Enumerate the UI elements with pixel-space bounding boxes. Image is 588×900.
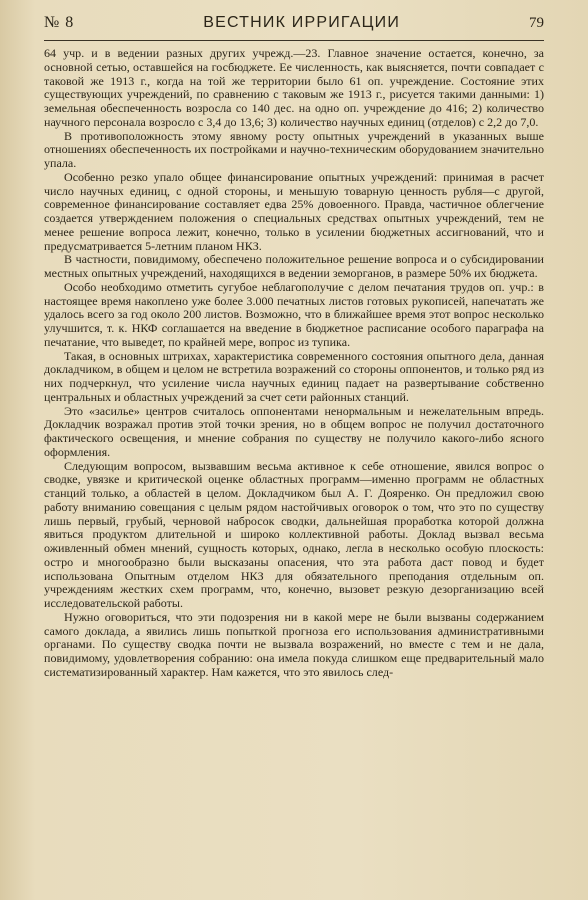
page-number: 79 bbox=[528, 15, 544, 31]
paragraph-5: Особо необходимо отметить сугубое неблагополучие с делом печатания трудов оп. учр.: в настоящее время накоплено уже более 3.000 печатных листов готовых рукописей, напечатать же удалось всего за год около 200 листов. Возможно, что в ближайшее время этот вопрос несколько улучшится, т. к. НКФ соглашается на введение в бюджетное расписание особого параграфа на печатание, что выведет, по крайней мере, вопрос из тупика. bbox=[44, 279, 544, 349]
article-body bbox=[44, 47, 544, 680]
paragraph-2: В противоположность этому явному росту опытных учреждений в указанных выше отношениях обеспеченность их постройками и научно-техническим оборудованием значительно упала. bbox=[44, 128, 544, 170]
paragraph-3: Особенно резко упало общее финансирование опытных учреждений: принимая в расчет число научных единиц, с одной стороны, и меньшую товарную ценность рубля—с другой, современное финансирование составляет едва 25% довоенного. Правда, частичное облегчение создается утверждением положения о специальных средствах опытных учреждений, тем не менее решение вопроса лежит, конечно, только в усилении бюджетных ассигнований, что и предусматривается 5-летним планом НКЗ. bbox=[44, 169, 544, 253]
paragraph-1: 64 учр. и в ведении разных других учрежд.—23. Главное значение остается, конечно, за основной сетью, оставшейся на госбюджете. Ее численность, как выясняется, почти совпадает с таковой же 1913 г., когда на той же территории было 61 оп. учреждение. Состояние этих существующих учреждений, по сравнению с таковым же 1913 г., рисуется такими данными: 1) земельная обеспеченность возросла со 140 дес. на одно оп. учреждение до 416; 2) количество научного персонала возросло с 3,4 до 13,6; 3) количество научных единиц (отделов) с 2,2 до 7,0. bbox=[44, 46, 544, 129]
paragraph-4: В частности, повидимому, обеспечено положительное решение вопроса и о субсидировании местных опытных учреждений, находящихся в ведении земорганов, в размере 50% их бюджета. bbox=[44, 252, 544, 280]
journal-title: ВЕСТНИК ИРРИГАЦИИ bbox=[203, 14, 401, 31]
issue-number: № 8 bbox=[44, 14, 75, 31]
paragraph-9: Нужно оговориться, что эти подозрения ни в какой мере не были вызваны содержанием самого доклада, а явились лишь попыткой прогноза его использования административными органами. По существу сводка почти не вызвала возражений, но вместе с тем и не дала, повидимому, удовлетворения собранию: она имела покуда слишком еще предварительный мало систематизированный характер. Нам кажется, что это явилось след- bbox=[44, 609, 544, 679]
paragraph-6: Такая, в основных штрихах, характеристика современного состояния опытного дела, данная докладчиком, в общем и целом не встретила возражений со стороны оппонентов, и только ряд из них подчеркнул, что усиление числа научных единиц падает на развертывание собственно центральных и областных учреждений за счет сети районных станций. bbox=[44, 348, 544, 404]
running-header bbox=[44, 14, 544, 41]
paragraph-7: Это «засилье» центров считалось оппонентами ненормальным и нежелательным впредь. Докладчик возражал против этой точки зрения, но в общем вопрос не получил достаточного фактического освещения, и мнение собрания по существу не получило какого-либо ясного оформления. bbox=[44, 403, 544, 459]
paragraph-8: Следующим вопросом, вызвавшим весьма активное к себе отношение, явился вопрос о сводке, увязке и критической оценке областных программ—именно программ не областных станций только, а областей в целом. Докладчиком был А. Г. Дояренко. Он предложил свою работу вниманию совещания с целым рядом настойчивых оговорок о том, что это по существу лишь первый, грубый, черновой набросок сводки, дальнейшая проработка которой должна явиться продуктом длительной и широко коллективной работы. Доклад вызвал весьма оживленный обмен мнений, сущность которых, однако, легла в несколько особую плоскость: остро и многообразно были высказаны опасения, что эта работа даст повод и будет использована Опытным отделом НКЗ для обязательного преподания отдельным оп. учреждениям жестких схем программ, что, конечно, вызовет резкую дезорганизацию всей исследовательской работы. bbox=[44, 458, 544, 610]
